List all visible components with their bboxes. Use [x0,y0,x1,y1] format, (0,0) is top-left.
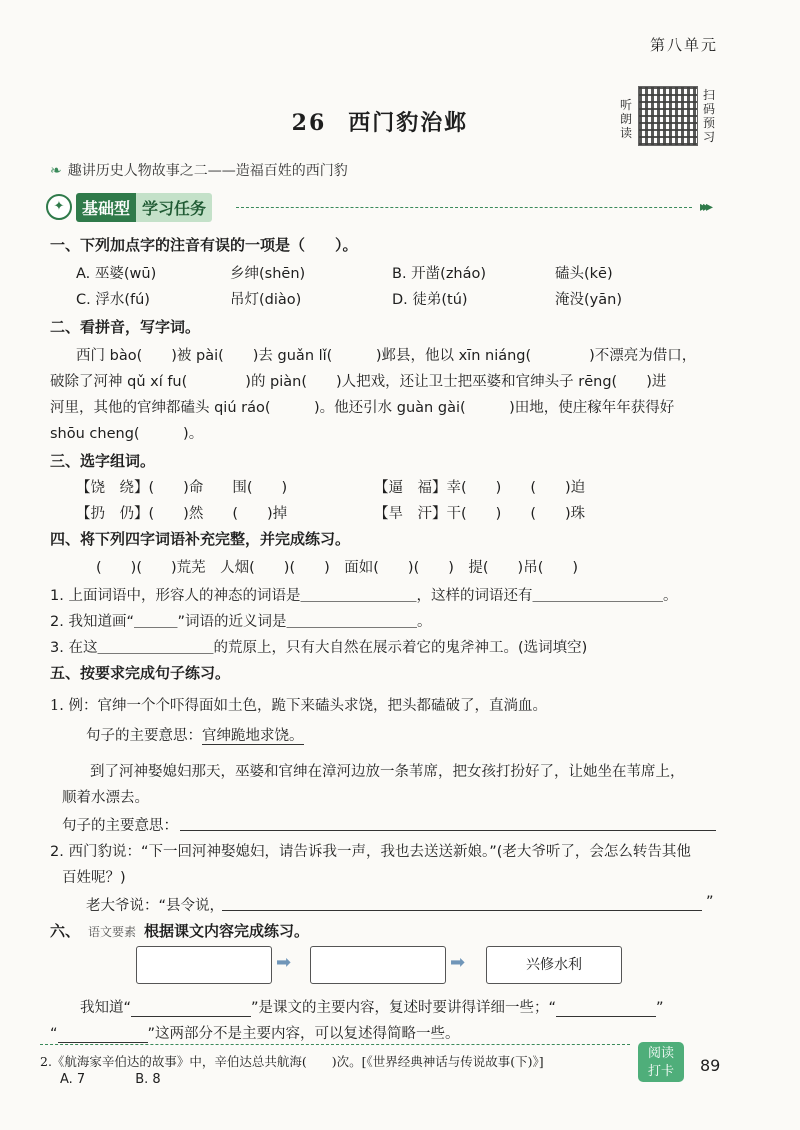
q2-line4: shōu cheng( )。 [50,426,204,442]
q4-sub3: 3. 在这＿＿＿＿＿＿＿＿的荒原上，只有大自然在展示着它的鬼斧神工。(选词填空) [50,640,588,656]
q3-row2-right: 【旱 汗】干( ) ( )珠 [374,506,586,522]
q6-line2-b: ”这两部分不是主要内容，可以复述得简略一些。 [147,1026,460,1042]
badge-line2: 打卡 [647,1064,674,1079]
q5-heading: 五、按要求完成句子练习。 [50,664,231,682]
footer-question: 2.《航海家辛伯达的故事》中，辛伯达总共航海( )次。[《世界经典神话与传说故事(下)》] [40,1054,544,1069]
q6-heading-text: 根据课文内容完成练习。 [144,922,310,940]
q6-line1-c: ” [656,1000,664,1016]
banner-part1: 基础型 [76,193,136,222]
footer-option-b: B. 8 [135,1072,161,1087]
q6-heading [50,920,309,941]
lightbulb-icon: ✦ [46,194,72,220]
q6-field-2[interactable] [556,1002,656,1017]
q1-option-a1: A. 巫婆(wū) [76,266,157,282]
arrow-icon: ▸▸▸ [700,199,710,215]
page-number: 89 [700,1056,721,1075]
q4-sub1: 1. 上面词语中，形容人的神态的词语是＿＿＿＿＿＿＿＿，这样的词语还有＿＿＿＿＿＿＿＿＿。 [50,588,678,604]
q6-line2-a: “ [50,1026,58,1042]
q3-row2-left: 【扔 仍】( )然 ( )掉 [76,506,288,522]
lesson-title-text: 西门豹治邺 [348,110,469,136]
q2-line1: 西门 bào( )被 pài( )去 guǎn lǐ( )邺县，他以 xīn niáng( )不漂亮为借口， [76,348,697,364]
banner-part2: 学习任务 [136,193,212,222]
q4-words: ( )( )荒芜 人烟( )( ) 面如( )( ) 提( )吊( ) [96,560,579,576]
q2-line2: 破除了河神 qǔ xí fu( )的 piàn( )人把戏，还让卫士把巫婆和官绅头子 rēng( )进 [50,374,667,390]
q4-heading: 四、将下列四字词语补充完整，并完成练习。 [50,530,351,548]
q6-field-1[interactable] [131,1002,251,1017]
q5-answer-field[interactable] [180,830,716,831]
q5-q2-close-quote: ” [706,894,714,910]
q5-passage-line1: 到了河神娶媳妇那天，巫婆和官绅在漳河边放一条苇席，把女孩打扮好了，让她坐在苇席上， [90,764,685,780]
qr-right-label: 扫码预习 [703,88,716,144]
q6-line2 [50,1022,460,1043]
arrow-right-icon: ➡ [276,952,292,973]
q5-q2-prefix: 老大爷说：“县令说， [86,898,225,914]
q1-heading: 一、下列加点字的注音有误的一项是（ ）。 [50,236,358,254]
qr-code[interactable] [638,86,698,146]
q3-heading: 三、选字组词。 [50,452,156,470]
qr-left-label: 听朗读 [620,98,633,140]
leaf-icon: ❧ [50,163,62,179]
q1-option-d1: D. 徒弟(tú) [392,292,468,308]
flow-box-3: 兴修水利 [486,946,622,984]
banner-divider [236,207,692,208]
q6-field-3[interactable] [58,1028,148,1043]
q5-q2-line2: 百姓呢？) [62,870,126,886]
q1-option-d2: 淹没(yān) [555,292,622,308]
arrow-right-icon-2: ➡ [450,952,466,973]
footer-option-a: A. 7 [60,1072,86,1087]
q1-option-b2: 磕头(kē) [555,266,613,282]
q5-q2-answer-field[interactable] [222,910,702,911]
theme-line [50,160,348,180]
q1-option-c2: 吊灯(diào) [230,292,302,308]
q3-row1-left: 【饶 绕】( )命 围( ) [76,480,288,496]
lesson-number: 26 [291,110,327,136]
q6-tag: 语文要素 [88,925,137,939]
q5-answer-label: 句子的主要意思： [62,818,178,834]
footer-options [60,1072,161,1087]
unit-label: 第八单元 [649,36,718,54]
q4-sub2: 2. 我知道画“＿＿＿”词语的近义词是＿＿＿＿＿＿＿＿＿。 [50,614,432,630]
q5-example-label: 句子的主要意思： [86,728,202,744]
q6-line1 [80,996,664,1017]
q2-heading: 二、看拼音，写字词。 [50,318,201,336]
q5-passage-line2: 顺着水漂去。 [62,790,149,806]
theme-text: 趣讲历史人物故事之二——造福百姓的西门豹 [67,163,348,179]
q3-row1-right: 【逼 福】幸( ) ( )迫 [374,480,586,496]
q6-number: 六、 [50,922,81,940]
flow-box-2[interactable] [310,946,446,984]
q6-line1-a: 我知道“ [80,1000,132,1016]
q6-line1-b: ”是课文的主要内容，复述时要讲得详细一些；“ [251,1000,557,1016]
section-banner [46,193,212,221]
q1-option-c1: C. 浮水(fú) [76,292,150,308]
flow-box-1[interactable] [136,946,272,984]
q1-option-a2: 乡绅(shēn) [230,266,306,282]
q5-q2-line1: 2. 西门豹说：“下一回河神娶媳妇，请告诉我一声，我也去送送新娘。”(老大爷听了，会怎么转告其他 [50,844,691,860]
q5-example-answer-line [86,724,304,745]
badge-line1: 阅读 [647,1046,674,1061]
q1-option-b1: B. 开凿(zháo) [392,266,487,282]
reading-checkin-badge[interactable] [638,1042,684,1082]
q5-example: 1. 例：官绅一个个吓得面如土色，跪下来磕头求饶，把头都磕破了，直淌血。 [50,698,547,714]
q2-line3: 河里，其他的官绅都磕头 qiú ráo( )。他还引水 guàn gài( )田地，使庄稼年年获得好 [50,400,675,416]
footer-divider [40,1044,630,1045]
q5-example-answer: 官绅跪地求饶。 [202,728,304,744]
